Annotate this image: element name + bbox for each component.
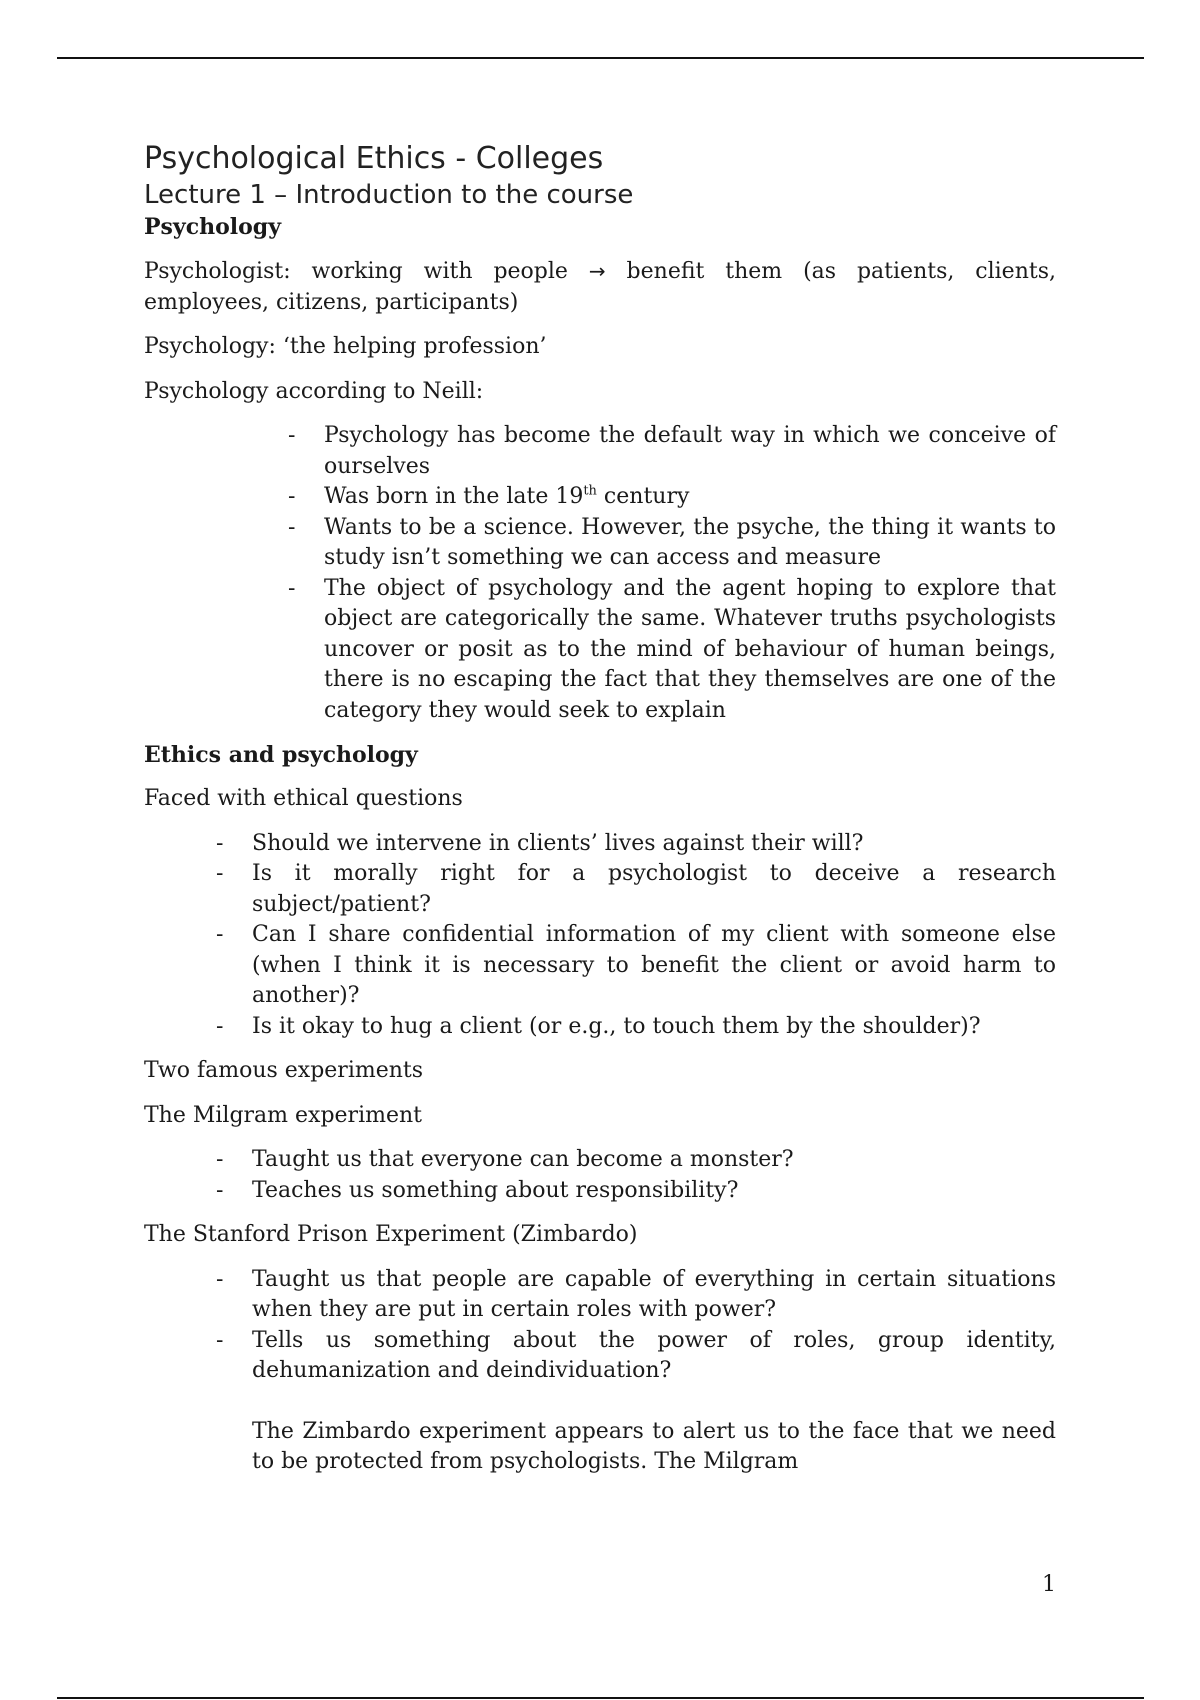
list-item (216, 1326, 1056, 1387)
dash-bullet: - (288, 423, 296, 448)
section-heading-psychology: Psychology (144, 214, 281, 240)
dash-bullet: - (216, 1147, 224, 1172)
helping-profession-line: Psychology: ‘the helping profession’ (144, 334, 547, 359)
dash-bullet: - (216, 1327, 224, 1353)
list-item (216, 1176, 1056, 1207)
list-item (288, 421, 1056, 482)
list-item-text: The object of psychology and the agent hoping to explore that object are categorically the same. Whatever truths psychologists uncover or posit as to the mind of behaviour of human beings, there is no escaping the fact that they themselves are one of the category they would seek to explain (324, 575, 1056, 723)
list-item (288, 513, 1056, 574)
list-item-text: Tells us something about the power of roles, group identity, dehumanization and deindividuation? (252, 1327, 1056, 1383)
footer-rule (57, 1697, 1144, 1699)
milgram-title: The Milgram experiment (144, 1102, 422, 1128)
dash-bullet: - (216, 922, 224, 947)
section-heading-ethics: Ethics and psychology (144, 742, 418, 768)
list-item-text: Was born in the late 19 (324, 484, 584, 509)
header-rule (57, 57, 1144, 59)
dash-bullet: - (288, 514, 296, 540)
document-title: Psychological Ethics - Colleges (144, 141, 604, 176)
list-item-text: Taught us that people are capable of everything in certain situations when they are put in certain roles with power? (252, 1266, 1056, 1322)
list-item (216, 1145, 1056, 1176)
dash-bullet: - (216, 1177, 224, 1203)
list-item-text: Should we intervene in clients’ lives against their will? (252, 830, 864, 856)
list-item-text: Psychology has become the default way in which we conceive of ourselves (324, 423, 1056, 479)
list-item-text: Is it okay to hug a client (or e.g., to touch them by the shoulder)? (252, 1013, 981, 1039)
list-item (216, 829, 1056, 860)
page-content (144, 140, 1056, 1478)
stanford-list (216, 1265, 1056, 1387)
ordinal-superscript: th (583, 483, 597, 499)
list-item-text: Is it morally right for a psychologist to deceive a research subject/patient? (252, 861, 1056, 917)
lecture-subtitle: Lecture 1 – Introduction to the course (144, 180, 634, 210)
right-arrow-icon: → (588, 259, 606, 283)
list-item (288, 574, 1056, 727)
list-item (288, 482, 1056, 513)
psychologist-text-start: Psychologist: working with people (144, 259, 568, 284)
list-item-text: Can I share confidential information of my client with someone else (when I think it is necessary to benefit the client or avoid harm to another)? (252, 922, 1056, 1008)
neill-list (288, 421, 1056, 726)
dash-bullet: - (216, 830, 224, 856)
ethics-intro: Faced with ethical questions (144, 786, 463, 811)
dash-bullet: - (288, 484, 296, 509)
list-item (216, 1012, 1056, 1043)
milgram-list (216, 1145, 1056, 1206)
zimbardo-note: The Zimbardo experiment appears to alert us to the face that we need to be protected from psychologists. The Milgram (252, 1418, 1056, 1474)
list-item-text: Wants to be a science. However, the psyche, the thing it wants to study isn’t something we can access and measure (324, 514, 1056, 570)
experiments-intro: Two famous experiments (144, 1058, 424, 1083)
list-item (216, 859, 1056, 920)
stanford-title: The Stanford Prison Experiment (Zimbardo) (144, 1222, 638, 1247)
list-item-text: Teaches us something about responsibility? (252, 1177, 739, 1203)
psychologist-text-end: benefit them (as patients, clients, employees, citizens, participants) (144, 259, 1056, 315)
list-item-text-end: century (596, 484, 690, 509)
ethical-questions-list (216, 829, 1056, 1043)
psychologist-definition (144, 256, 1056, 318)
dash-bullet: - (216, 861, 224, 886)
dash-bullet: - (288, 575, 296, 601)
list-item (216, 920, 1056, 1012)
page-number: 1 (1042, 1572, 1056, 1597)
list-item (216, 1265, 1056, 1326)
neill-intro: Psychology according to Neill: (144, 378, 484, 404)
dash-bullet: - (216, 1013, 224, 1039)
list-item-text: Taught us that everyone can become a monster? (252, 1147, 794, 1172)
dash-bullet: - (216, 1266, 224, 1292)
